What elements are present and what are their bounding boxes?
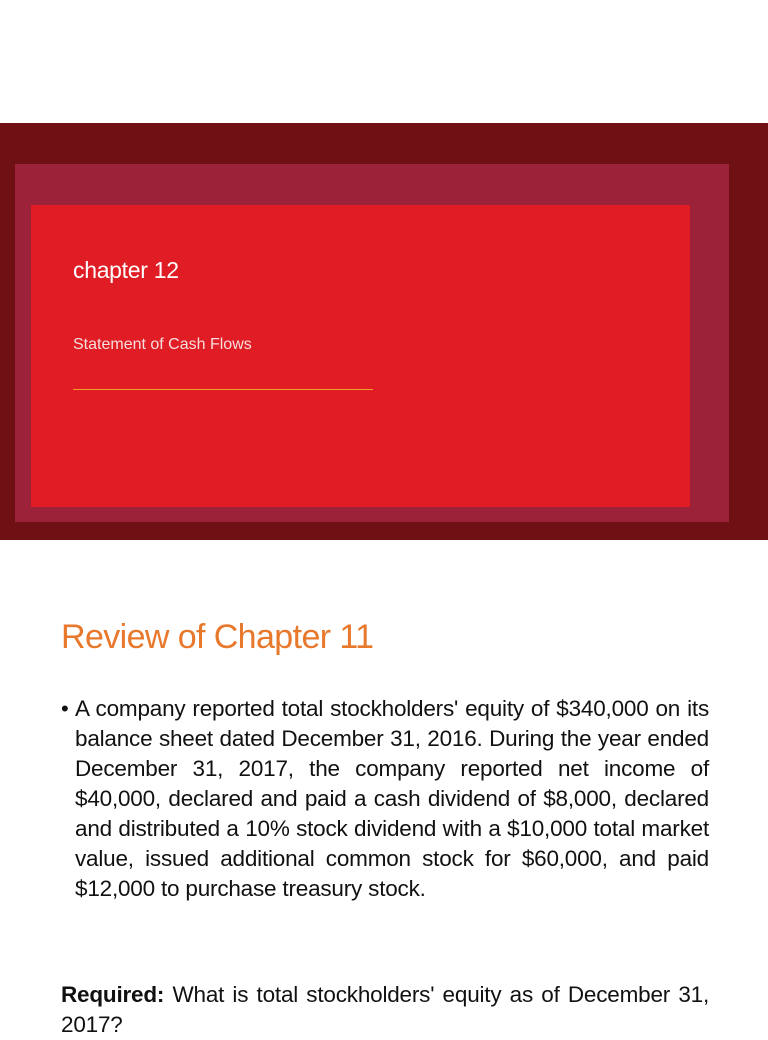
bullet-text: A company reported total stockholders' equity of $340,000 on its balance sheet dated December 31, 2016. During the year ended December 31, 2017, the company reported net income of $40,000, declared and paid a cash dividend of $8,000, declared and distributed a 10% stock dividend with a $10,000 total market value, issued additional common stock for $60,000, and paid $12,000 to purchase treasury stock. <box>75 696 709 901</box>
bullet-marker: • <box>61 696 69 721</box>
accent-rule <box>73 389 373 390</box>
required-label: Required: <box>61 982 165 1007</box>
bullet-item <box>61 694 709 904</box>
slide-title: chapter 12 <box>73 257 179 283</box>
slide-panel <box>31 205 690 507</box>
review-heading: Review of Chapter 11 <box>61 618 374 656</box>
slide-subtitle: Statement of Cash Flows <box>73 336 252 353</box>
title-slide <box>0 123 768 540</box>
required-question <box>61 980 709 1040</box>
required-text: What is total stockholders' equity as of December 31, 2017? <box>61 982 709 1037</box>
